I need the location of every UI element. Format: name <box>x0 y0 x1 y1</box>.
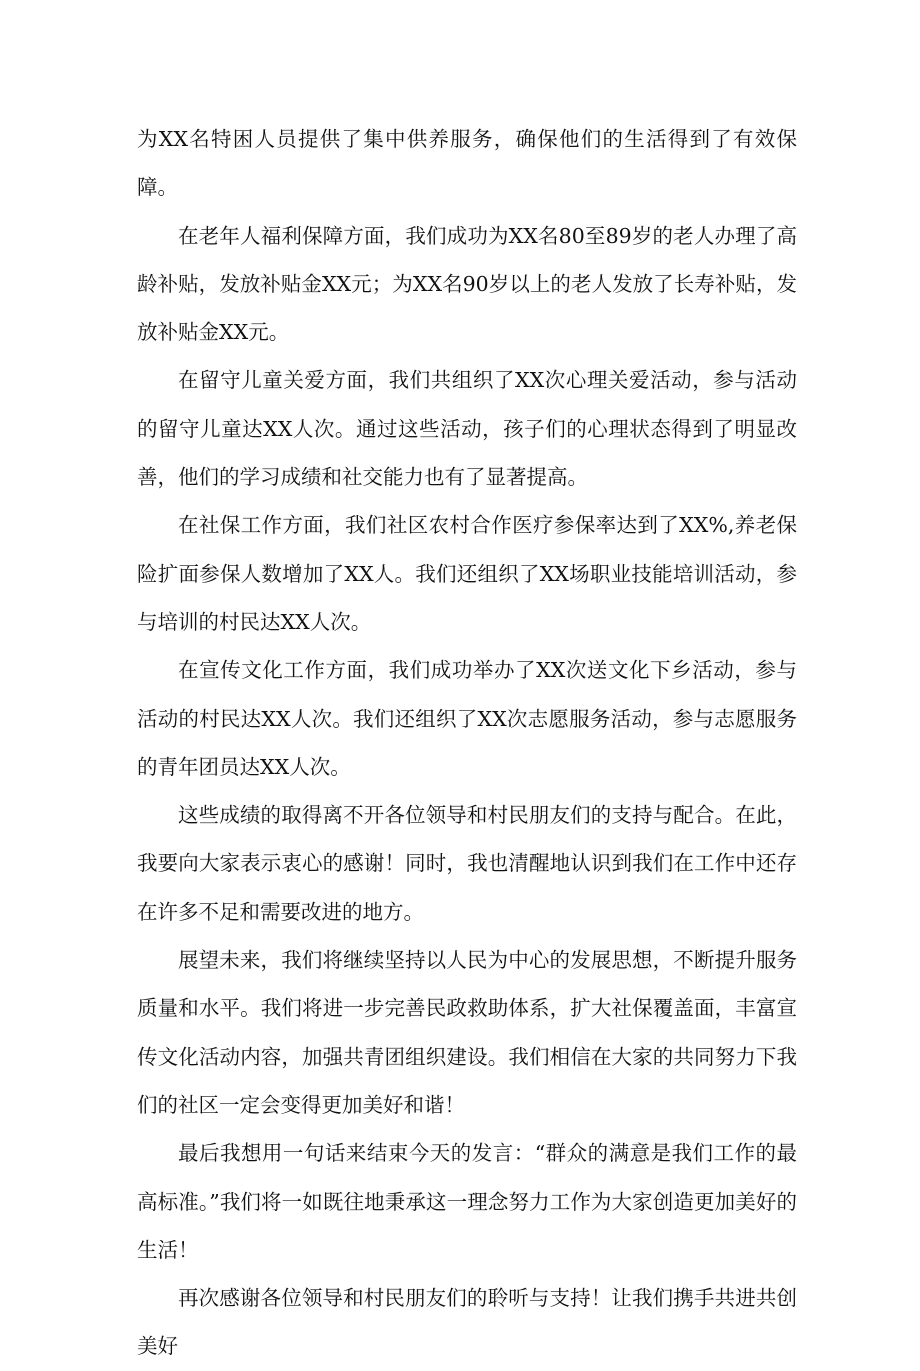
paragraph-continuation: 为XX名特困人员提供了集中供养服务，确保他们的生活得到了有效保障。 <box>137 127 797 200</box>
paragraph-left-behind-children: 在留守儿童关爱方面，我们共组织了XX次心理关爱活动，参与活动的留守儿童达XX人次。通过这些活动，孩子们的心理状态得到了明显改善，他们的学习成绩和社交能力也有了显著提高。 <box>137 368 797 490</box>
paragraph-final-thanks: 再次感谢各位领导和村民朋友们的聆听与支持！让我们携手共进共创美好 <box>137 1286 797 1359</box>
document-body <box>137 115 797 1371</box>
paragraph-elderly-welfare: 在老年人福利保障方面，我们成功为XX名80至89岁的老人办理了高龄补贴，发放补贴金XX元；为XX名90岁以上的老人发放了长寿补贴，发放补贴金XX元。 <box>137 223 797 345</box>
paragraph-thanks: 这些成绩的取得离不开各位领导和村民朋友们的支持与配合。在此，我要向大家表示衷心的感谢！同时，我也清醒地认识到我们在工作中还存在许多不足和需要改进的地方。 <box>137 803 797 924</box>
paragraph-closing-quote: 最后我想用一句话来结束今天的发言：“群众的满意是我们工作的最高标准。”我们将一如既往地秉承这一理念努力工作为大家创造更加美好的生活！ <box>137 1141 797 1262</box>
paragraph-social-security: 在社保工作方面，我们社区农村合作医疗参保率达到了XX%,养老保险扩面参保人数增加了XX人。我们还组织了XX场职业技能培训活动，参与培训的村民达XX人次。 <box>137 513 797 634</box>
paragraph-culture-publicity: 在宣传文化工作方面，我们成功举办了XX次送文化下乡活动，参与活动的村民达XX人次。我们还组织了XX次志愿服务活动，参与志愿服务的青年团员达XX人次。 <box>137 658 797 779</box>
paragraph-outlook: 展望未来，我们将继续坚持以人民为中心的发展思想，不断提升服务质量和水平。我们将进一步完善民政救助体系，扩大社保覆盖面，丰富宣传文化活动内容，加强共青团组织建设。我们相信在大家的共同努力下我们的社区一定会变得更加美好和谐！ <box>137 948 797 1117</box>
